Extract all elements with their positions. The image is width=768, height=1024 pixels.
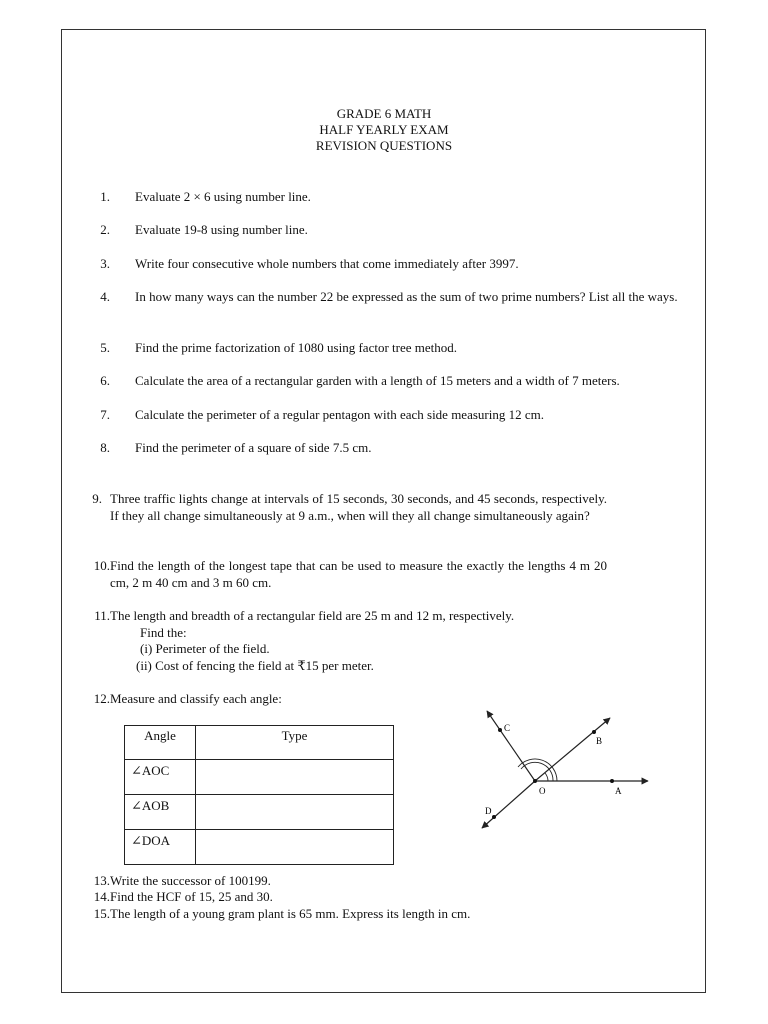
question-number: 13. (93, 873, 110, 888)
question-subpart: (i) Perimeter of the field. (140, 641, 270, 656)
question-number: 6. (100, 373, 110, 388)
question-subpart: (ii) Cost of fencing the field at ₹15 per meter. (136, 658, 374, 673)
ray-ob (535, 718, 610, 781)
question-text: Find the length of the longest tape that can be used to measure the exactly the lengths 4 m 20 cm, 2 m 40 cm and 3 m 60 cm. (110, 558, 607, 590)
question-number: 15. (93, 906, 110, 921)
exam-subtitle: REVISION QUESTIONS (315, 138, 453, 153)
angle-arc (545, 773, 548, 781)
question-number: 3. (100, 256, 110, 271)
angle-arc (521, 762, 553, 781)
question-number: 10. (93, 558, 110, 573)
angle-classification-table (124, 725, 394, 865)
question-number: 8. (100, 440, 110, 455)
question-number: 12. (93, 691, 110, 706)
question-number: 9. (92, 491, 102, 506)
question-text: Find the prime factorization of 1080 using factor tree method. (135, 340, 458, 355)
table-cell-type (196, 830, 394, 865)
question-text: Evaluate 2 × 6 using number line. (135, 189, 311, 204)
question-text: In how many ways can the number 22 be expressed as the sum of two prime numbers? List all the ways. (135, 289, 678, 304)
ray-oc (487, 711, 535, 781)
point-o (533, 779, 537, 783)
label-o: O (539, 786, 546, 796)
table-header-type: Type (196, 726, 394, 760)
point-b (592, 730, 596, 734)
question-text: Write four consecutive whole numbers that come immediately after 3997. (135, 256, 519, 271)
question-number: 14. (93, 889, 110, 904)
question-text: Evaluate 19-8 using number line. (135, 222, 308, 237)
exam-grade-title: GRADE 6 MATH (336, 106, 432, 121)
question-text: Measure and classify each angle: (110, 691, 282, 706)
label-b: B (596, 736, 603, 746)
question-number: 2. (100, 222, 110, 237)
question-text: The length of a young gram plant is 65 mm. Express its length in cm. (110, 906, 471, 921)
question-text: Three traffic lights change at intervals of 15 seconds, 30 seconds, and 45 seconds, respectively. If they all change simultaneously at 9 a.m., when will they all change simultaneously again? (110, 491, 607, 523)
question-text: Find the perimeter of a square of side 7.5 cm. (135, 440, 372, 455)
point-a (610, 779, 614, 783)
question-text: Calculate the perimeter of a regular pentagon with each side measuring 12 cm. (135, 407, 544, 422)
question-number: 11. (94, 608, 110, 623)
question-text: The length and breadth of a rectangular field are 25 m and 12 m, respectively. (110, 608, 515, 623)
question-number: 1. (100, 189, 110, 204)
ray-od (482, 781, 535, 828)
table-cell-type (196, 760, 394, 795)
question-number: 7. (100, 407, 110, 422)
label-d: D (485, 806, 492, 816)
question-number: 4. (100, 289, 110, 304)
question-text: Find the HCF of 15, 25 and 30. (110, 889, 273, 904)
point-d (492, 815, 496, 819)
point-c (498, 728, 502, 732)
table-cell-angle: ∠AOC (125, 760, 196, 795)
question-number: 5. (100, 340, 110, 355)
exam-name-title: HALF YEARLY EXAM (319, 122, 449, 137)
table-row (125, 830, 394, 865)
label-c: C (504, 723, 511, 733)
table-row (125, 795, 394, 830)
question-subtext: Find the: (140, 625, 187, 640)
table-cell-angle: ∠AOB (125, 795, 196, 830)
table-row (125, 760, 394, 795)
angle-diagram (470, 700, 655, 835)
question-text: Write the successor of 100199. (110, 873, 271, 888)
table-cell-type (196, 795, 394, 830)
table-header-angle: Angle (125, 726, 196, 760)
label-a: A (615, 786, 622, 796)
table-header-row (125, 726, 394, 760)
table-cell-angle: ∠DOA (125, 830, 196, 865)
question-text: Calculate the area of a rectangular garden with a length of 15 meters and a width of 7 meters. (135, 373, 620, 388)
